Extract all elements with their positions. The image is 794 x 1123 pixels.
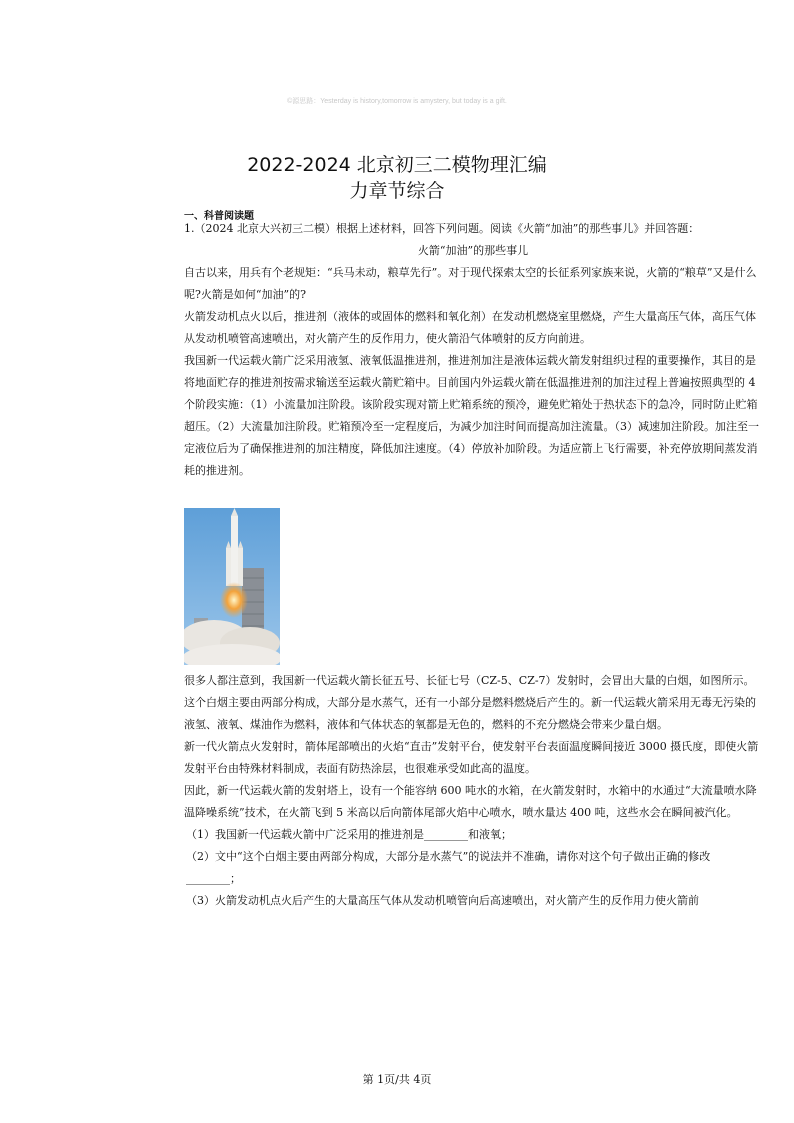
- doc-title: 2022-2024 北京初三二模物理汇编: [247, 154, 547, 176]
- article-title: 火箭“加油”的那些事儿: [417, 244, 529, 257]
- text-block-lower: [184, 670, 762, 912]
- sub-question-3: （3）火箭发动机点火后产生的大量高压气体从发动机喷管向后高速喷出，对火箭产生的反作用力使火箭前: [186, 894, 699, 907]
- paragraph: 新一代火箭点火发射时，箭体尾部喷出的火焰“直击”发射平台，使发射平台表面温度瞬间接近 3000 摄氏度，即使火箭发射平台由特殊材料制成，表面有防热涂层，也很难承受如此高的温度。: [184, 740, 759, 775]
- rocket-launch-photo: [184, 508, 280, 665]
- page-footer: 第 1页/共 4页: [362, 1073, 432, 1086]
- section-heading: 一、科普阅读题: [184, 211, 254, 222]
- question-intro: 1.（2024 北京大兴初三二模）根据上述材料，回答下列问题。阅读《火箭“加油”的那些事儿》并回答题：: [184, 222, 700, 235]
- paragraph: 火箭发动机点火以后，推进剂（液体的或固体的燃料和氧化剂）在发动机燃烧室里燃烧，产生大量高压气体，高压气体从发动机喷管高速喷出，对火箭产生的反作用力，使火箭沿气体喷射的反方向前进。: [184, 310, 756, 345]
- doc-subtitle: 力章节综合: [349, 180, 445, 202]
- paragraph: 因此，新一代运载火箭的发射塔上，设有一个能容纳 600 吨水的水箱，在火箭发射时，水箱中的水通过“大流量喷水降温降噪系统”技术，在火箭飞到 5 米高以后向箭体尾部火焰中心喷水，喷水量达 400 吨，这些水会在瞬间被汽化。: [184, 784, 757, 819]
- sub-question-2: （2）文中“这个白烟主要由两部分构成，大部分是水蒸气”的说法并不准确，请你对这个句子做出正确的修改________；: [186, 850, 711, 885]
- sub-question-1: （1）我国新一代运载火箭中广泛采用的推进剂是________和液氧；: [186, 828, 512, 841]
- paragraph: 自古以来，用兵有个老规矩：“兵马未动，粮草先行”。对于现代探索太空的长征系列家族来说，火箭的“粮草”又是什么呢?火箭是如何“加油”的?: [184, 266, 757, 301]
- paragraph: 很多人都注意到，我国新一代运载火箭长征五号、长征七号（CZ-5、CZ-7）发射时，会冒出大量的白烟，如图所示。这个白烟主要由两部分构成，大部分是水蒸气，还有一小部分是燃料燃烧后产生的。新一代运载火箭采用无毒无污染的液氢、液氧、煤油作为燃料，液体和气体状态的氧都是无色的，燃料的不充分燃烧会带来少量白烟。: [184, 674, 756, 731]
- text-block-upper: [184, 218, 762, 482]
- watermark: ©源思路：Yesterday is history,tomorrow is amystery, but today is a gift.: [287, 98, 507, 105]
- paragraph: 我国新一代运载火箭广泛采用液氢、液氧低温推进剂，推进剂加注是液体运载火箭发射组织过程的重要操作，其目的是将地面贮存的推进剂按需求输送至运载火箭贮箱中。目前国内外运载火箭在低温推进剂的加注过程上普遍按照典型的 4 个阶段实施：（1）小流量加注阶段。该阶段实现对箭上贮箱系统的预冷，避免贮箱处于热状态下的急冷，同时防止贮箱超压。（2）大流量加注阶段。贮箱预冷至一定程度后，为减少加注时间而提高加注流量。（3）减速加注阶段。加注至一定液位后为了确保推进剂的加注精度，降低加注速度。（4）停放补加阶段。为适应箭上飞行需要，补充停放期间蒸发消耗的推进剂。: [184, 354, 759, 477]
